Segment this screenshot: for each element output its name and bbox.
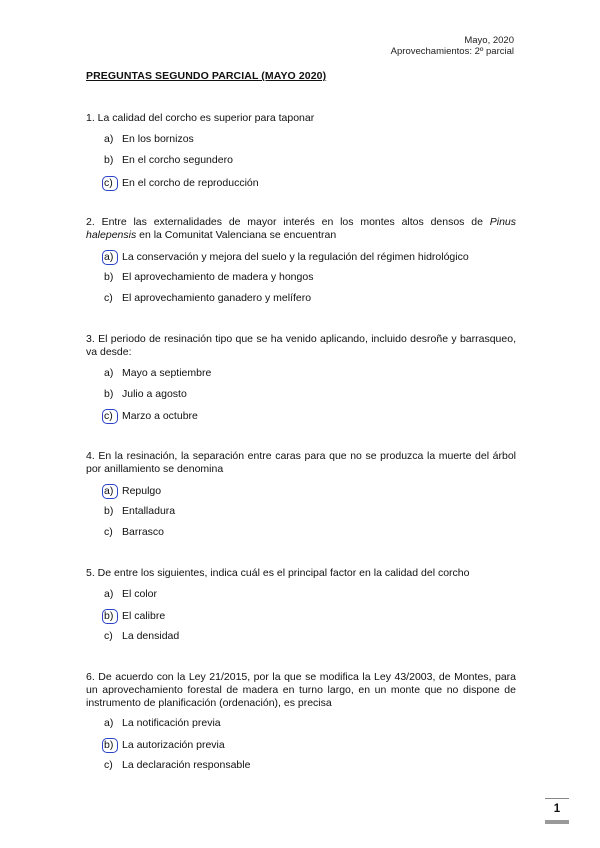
- question-text: 2. Entre las externalidades de mayor interés en los montes altos densos de: [86, 216, 490, 228]
- header-date: Mayo, 2020: [464, 35, 514, 46]
- option-4c[interactable]: [104, 526, 164, 539]
- option-letter: c): [104, 292, 113, 304]
- option-5a[interactable]: [104, 588, 157, 601]
- option-letter: a): [104, 717, 114, 729]
- option-5b[interactable]: [104, 609, 165, 624]
- option-6a[interactable]: [104, 717, 221, 730]
- question-3: 3. El periodo de resinación tipo que se ha venido aplicando, incluido desroñe y barrasqueo, va desde:: [86, 333, 516, 358]
- option-text: Mayo a septiembre: [122, 367, 212, 379]
- question-4: 4. En la resinación, la separación entre caras para que no se produzca la muerte del árbol por anillamiento se denomina: [86, 450, 516, 475]
- option-text: La declaración responsable: [122, 759, 251, 771]
- option-letter: b): [104, 271, 114, 283]
- option-text: La notificación previa: [122, 717, 221, 729]
- option-text: En el corcho segundero: [122, 154, 233, 166]
- option-2a[interactable]: [104, 250, 469, 265]
- question-1: 1. La calidad del corcho es superior para taponar: [86, 112, 315, 124]
- option-3a[interactable]: [104, 367, 211, 380]
- selected-option-circle: a): [102, 484, 118, 499]
- header-subject: Aprovechamientos: 2º parcial: [390, 46, 514, 57]
- option-text: El calibre: [122, 610, 166, 622]
- option-text: El color: [122, 588, 158, 600]
- option-letter: a): [104, 133, 114, 145]
- page-number: 1: [553, 803, 561, 815]
- selected-option-circle: c): [102, 409, 118, 424]
- option-2c[interactable]: [104, 292, 311, 305]
- option-text: Julio a agosto: [122, 388, 187, 400]
- option-letter: c): [104, 759, 113, 771]
- option-text: La densidad: [122, 630, 180, 642]
- option-5c[interactable]: [104, 630, 179, 643]
- option-4a[interactable]: [104, 484, 161, 499]
- option-letter: b): [104, 154, 114, 166]
- selected-option-circle: a): [102, 250, 118, 265]
- selected-option-circle: b): [102, 738, 118, 753]
- option-text: Marzo a octubre: [122, 410, 198, 422]
- option-text: La conservación y mejora del suelo y la regulación del régimen hidrológico: [122, 251, 469, 263]
- option-text: El aprovechamiento ganadero y melífero: [122, 292, 312, 304]
- question-6: 6. De acuerdo con la Ley 21/2015, por la que se modifica la Ley 43/2003, de Montes, para un aprovechamiento forestal de madera en turno largo, en un monte que no dispone de instrumento de planificación (ordenación), es precisa: [86, 671, 516, 709]
- selected-option-circle: b): [102, 609, 118, 624]
- option-3b[interactable]: [104, 388, 187, 401]
- question-5: 5. De entre los siguientes, indica cuál es el principal factor en la calidad del corcho: [86, 567, 470, 579]
- option-1a[interactable]: [104, 133, 194, 146]
- option-letter: b): [104, 388, 114, 400]
- option-1c[interactable]: [104, 176, 259, 191]
- option-text: El aprovechamiento de madera y hongos: [122, 271, 314, 283]
- option-4b[interactable]: [104, 505, 175, 518]
- page-number-top-rule: [545, 798, 569, 799]
- option-letter: a): [104, 367, 114, 379]
- selected-option-circle: c): [102, 176, 118, 191]
- question-text: en la Comunitat Valenciana se encuentran: [136, 229, 337, 241]
- option-text: La autorización previa: [122, 739, 225, 751]
- question-species: Pinus halepensis: [86, 216, 516, 241]
- option-text: En los bornizos: [122, 133, 194, 145]
- option-text: Barrasco: [122, 526, 165, 538]
- option-text: Repulgo: [122, 485, 162, 497]
- option-letter: c): [104, 526, 113, 538]
- option-text: Entalladura: [122, 505, 176, 517]
- option-letter: a): [104, 588, 114, 600]
- page-title: PREGUNTAS SEGUNDO PARCIAL (MAYO 2020): [86, 70, 327, 82]
- question-2: [86, 216, 516, 242]
- option-6b[interactable]: [104, 738, 225, 753]
- option-text: En el corcho de reproducción: [122, 177, 259, 189]
- option-6c[interactable]: [104, 759, 250, 772]
- option-letter: c): [104, 630, 113, 642]
- option-letter: b): [104, 505, 114, 517]
- option-3c[interactable]: [104, 409, 198, 424]
- page-number-bottom-rule: [545, 820, 569, 824]
- option-2b[interactable]: [104, 271, 313, 284]
- option-1b[interactable]: [104, 154, 233, 167]
